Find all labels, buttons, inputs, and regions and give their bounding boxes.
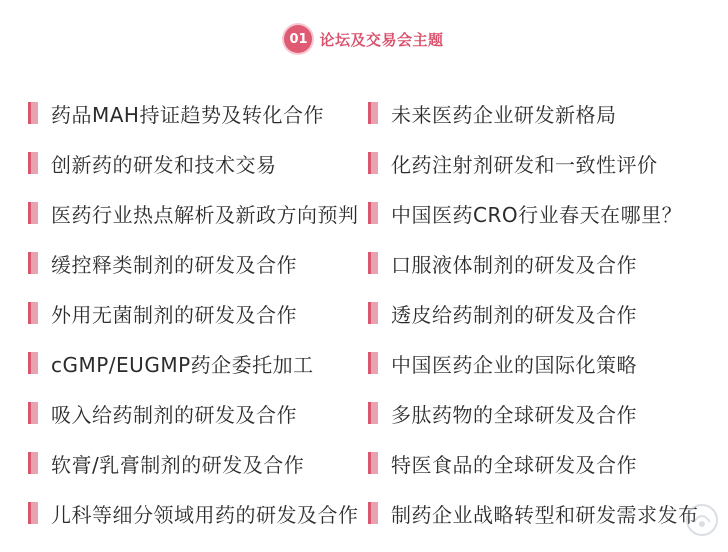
topic-item xyxy=(368,449,708,478)
topic-item xyxy=(368,399,708,428)
bullet-bar xyxy=(368,102,378,124)
topic-row xyxy=(28,138,718,188)
topic-item xyxy=(28,99,368,128)
topic-row xyxy=(28,388,718,438)
bullet-bar xyxy=(28,102,38,124)
bullet-bar xyxy=(28,452,38,474)
topic-label: 儿科等细分领域用药的研发及合作 xyxy=(51,502,359,527)
section-title: 论坛及交易会主题 xyxy=(319,30,444,49)
topic-row xyxy=(28,188,718,238)
topic-item xyxy=(368,199,708,228)
topic-row xyxy=(28,88,718,138)
topic-label: 化药注射剂研发和一致性评价 xyxy=(391,152,658,177)
topic-row xyxy=(28,488,718,538)
bullet-bar xyxy=(368,402,378,424)
topic-label: 特医食品的全球研发及合作 xyxy=(391,452,637,477)
bullet-bar xyxy=(368,252,378,274)
bullet-bar xyxy=(28,252,38,274)
topic-label: 药品MAH持证趋势及转化合作 xyxy=(51,102,324,127)
topic-row xyxy=(28,288,718,338)
topic-item xyxy=(28,499,368,528)
section-header xyxy=(0,22,728,56)
topic-label: 软膏/乳膏制剂的研发及合作 xyxy=(51,452,305,477)
section-header-inner xyxy=(284,25,443,53)
bullet-bar xyxy=(28,502,38,524)
watermark-logo-icon xyxy=(684,502,720,538)
topic-row xyxy=(28,238,718,288)
topic-label: 医药行业热点解析及新政方向预判 xyxy=(51,202,359,227)
topic-item xyxy=(28,399,368,428)
topic-item xyxy=(28,449,368,478)
topic-item xyxy=(368,99,708,128)
topic-item xyxy=(368,249,708,278)
topic-item xyxy=(28,249,368,278)
topic-label: 透皮给药制剂的研发及合作 xyxy=(391,302,637,327)
bullet-bar xyxy=(28,202,38,224)
section-number-badge: 01 xyxy=(284,25,312,53)
topic-label: 多肽药物的全球研发及合作 xyxy=(391,402,637,427)
bullet-bar xyxy=(368,502,378,524)
topic-item xyxy=(28,349,368,378)
topic-label: 外用无菌制剂的研发及合作 xyxy=(51,302,297,327)
topic-label: 未来医药企业研发新格局 xyxy=(391,102,617,127)
bullet-bar xyxy=(368,152,378,174)
topic-label: 口服液体制剂的研发及合作 xyxy=(391,252,637,277)
bullet-bar xyxy=(368,452,378,474)
topic-label: 中国医药CRO行业春天在哪里？ xyxy=(391,202,683,227)
bullet-bar xyxy=(28,152,38,174)
bullet-bar xyxy=(28,402,38,424)
bullet-bar xyxy=(368,302,378,324)
topic-item xyxy=(368,349,708,378)
topic-item xyxy=(368,149,708,178)
topic-item xyxy=(28,199,368,228)
topic-label: 中国医药企业的国际化策略 xyxy=(391,352,637,377)
topic-grid xyxy=(28,88,718,538)
topic-label: 吸入给药制剂的研发及合作 xyxy=(51,402,297,427)
bullet-bar xyxy=(28,352,38,374)
topic-row xyxy=(28,438,718,488)
topic-item xyxy=(368,299,708,328)
bullet-bar xyxy=(368,352,378,374)
topic-label: 创新药的研发和技术交易 xyxy=(51,152,277,177)
topic-label: cGMP/EUGMP药企委托加工 xyxy=(51,352,314,377)
topic-item xyxy=(28,299,368,328)
topic-label: 制药企业战略转型和研发需求发布 xyxy=(391,502,699,527)
bullet-bar xyxy=(368,202,378,224)
bullet-bar xyxy=(28,302,38,324)
topic-label: 缓控释类制剂的研发及合作 xyxy=(51,252,297,277)
topic-item xyxy=(28,149,368,178)
topic-item xyxy=(368,499,708,528)
topic-row xyxy=(28,338,718,388)
